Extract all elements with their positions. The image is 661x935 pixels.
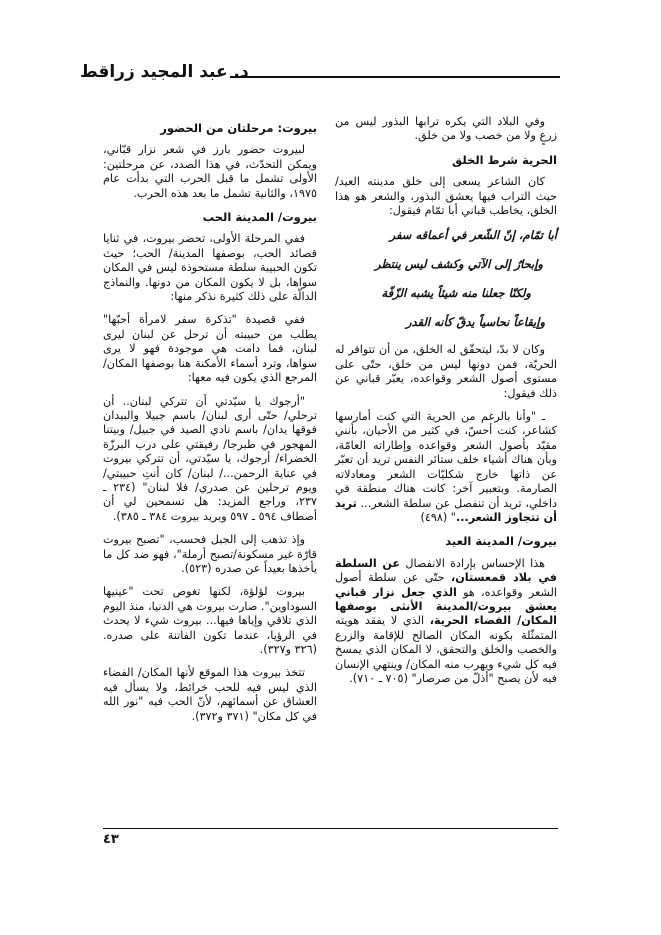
bold-run: الذي جعل نزار قباني يعشق بيروت/المدينة الأنثى بوصفها المكان/ الفضاء الحرية، <box>335 585 557 628</box>
paragraph: بيروت لؤلؤة، لكنها تغوص تحت "عينيها السوداوين". صارت بيروت هي الدنيا، منذ اليوم الذي تلاقي وإياها فيها... بيروت شيء لا يحدث في الرؤيا، عندما تكون الفاتنة على صدره. (٣٢٦ و٣٢٧). <box>103 585 317 656</box>
paragraph: لبيروت حضور بارز في شعر نزار قبّاني، ويمكن التحدّث، في هذا الصدد، عن مرحلتين: الأولى تشمل ما قبل الحرب التي بدأت عام ١٩٧٥، والثانية تشمل ما بعد هذه الحرب. <box>103 143 317 200</box>
paragraph: تتخذ بيروت هذا الموقع لأنها المكان/ الفضاء الذي ليس فيه للحب خرائط، ولا يسأل فيه العشاق عن أسمائهم، لأنّ الحب فيه "نور الله في كل مكان" (٣٧١ و٣٧٢). <box>103 666 317 723</box>
section-heading-beirut-love: بيروت/ المدينة الحب <box>202 210 317 225</box>
right-column <box>335 115 557 695</box>
poem-verse-4: وإيقاعاً نحاسياً يدقّ كأنه القدر <box>406 315 545 330</box>
text-run: الذي لا يفقد هويته المتمثّلة بكونه المكان الصالح للإقامة والزرع والخصب والخلق والتحقق، لا المكان الذي يمسخ فيه كل شيء ويهرب منه المكان/ وينتهي الإنسان فيه لأن يصبح "أذلّ من صرصار" (٧٠٥ ـ ٧١٠). <box>335 614 557 685</box>
text-run: هذا الإحساس بإرادة الانفصال <box>405 556 545 570</box>
text-run: حتّى عن سلطة أصول الشعر وقواعده، هو <box>335 571 557 599</box>
paragraph: كان الشاعر يسعى إلى خلق مدينته العيد/ حيث التراب فيها يعشق البذور، والشعر هو هذا الخلق، يخاطب قباني أبا تمّام فيقول: <box>335 175 557 218</box>
page-number: ٤٣ <box>103 832 119 847</box>
header-rule <box>230 76 560 78</box>
quote-bold: تريد أن تتجاوز الشعر... <box>335 496 557 524</box>
section-heading-beirut-feast: بيروت/ المدينة العيد <box>445 534 557 549</box>
section-heading-two-phases: بيروت: مرحلتان من الحضور <box>160 121 317 135</box>
quote-text: ـ "وأنا بالرغم من الحرية التي كنت أمارسها كشاعر، كنت أحسّ، في كثير من الأحيان، بأنني مقيّد بأصول الشعر وقواعده وإطاراته العامّة، وبأن هناك أشياء خلف ستائر النفس تريد أن تعبّر عن ذاتها خارج شكليّات الشعر ومعادلاته الصارمة. وبتعبير آخر: كانت هناك منطقة في داخلي، تريد أن تنفصل عن سلطة الشعر... <box>335 410 557 510</box>
section-heading-freedom: الحرية شرط الخلق <box>451 152 557 167</box>
poem-verse-2: وإبحارٌ إلى الآتي وكشف ليس ينتظر <box>374 257 543 272</box>
quote-ref: " (٤٩٨) <box>420 510 456 524</box>
block-quote: "أرجوك يا سيّدتي أن تتركي لبنان.. أن ترحلي/ حتّى أرى لبنان/ باسم جبيلا والبيدان فوقها يدان/ باسم نادي الصيد في جبيل/ وبيتنا المهجور في طبرجا/ رفيقتي على درب البرزّة الخضراء/ أرجوك، يا سيّدتي، أن تتركي بيروت في عناية الرحمن.../ لبنان/ كان أنتِ حبيبتي/ ويوم ترحلين عن صدري/ فلا لبنان" (٢٣٤ ـ ٢٣٧، وراجع المزيد: هل تسمحين لي أن أصطاف ٥٩٤ ـ ٥٩٧ وبريد بيروت ٣٨٤ ـ ٣٨٥). <box>103 394 317 523</box>
block-quote <box>335 410 557 525</box>
footer-rule <box>103 828 558 829</box>
paragraph <box>335 557 557 687</box>
header-author: د. عبد المجيد زراقط <box>80 62 249 82</box>
paragraph: ففي قصيدة "تذكرة سفر لامرأة أحبّها" يطلب من حبيبته أن ترحل عن لبنان ليرى لبنان، فما دامت هي موجودة فهو لا يرى سواها، وترد أسماء الأمكنة هنا بوصفها المكان/ المرجع الذي يكون فيه معها: <box>103 313 317 385</box>
poem-verse-3: ولكنّا جعلنا منه شيئاً يشبه الزّفّة <box>381 286 531 301</box>
paragraph: ففي المرحلة الأولى، تحضر بيروت، في ثنايا قصائد الحب، بوصفها المدينة/ الحب؛ حيث تكون الحبيبة سلطة مستحوذة ليس في المكان سواها، بل لا يكون المكان من دونها. والنماذج الدالّة على ذلك كثيرة نذكر منها: <box>103 232 317 304</box>
paragraph: وكان لا بدّ، ليتحقّق له الخلق، من أن تتوافر له الحريّة، فمن دونها ليس من خلق، حتّى على مستوى أصول الشعر وقواعده، يعبّر قباني عن ذلك فيقول: <box>335 343 557 400</box>
intro-paragraph: وفي البلاد التي يكره ترابها البذور ليس من زرعٍ ولا من خصب ولا من خلق. <box>335 115 557 143</box>
paragraph: وإذ تذهب إلى الجبل فحسب، "تصبح بيروت قارّة غير مسكونة/تصبح أرملة"، فهو ضد كل ما يأخذها بعيداً عن صدره (٥٢٣). <box>103 533 317 575</box>
page-header <box>80 62 560 92</box>
bold-run: عن السلطة في بلاد قمعستان، <box>335 556 557 585</box>
poem-verse-1: أبا تمّام، إنّ الشّعر في أعماقه سفر <box>389 228 557 243</box>
left-column <box>103 115 317 733</box>
